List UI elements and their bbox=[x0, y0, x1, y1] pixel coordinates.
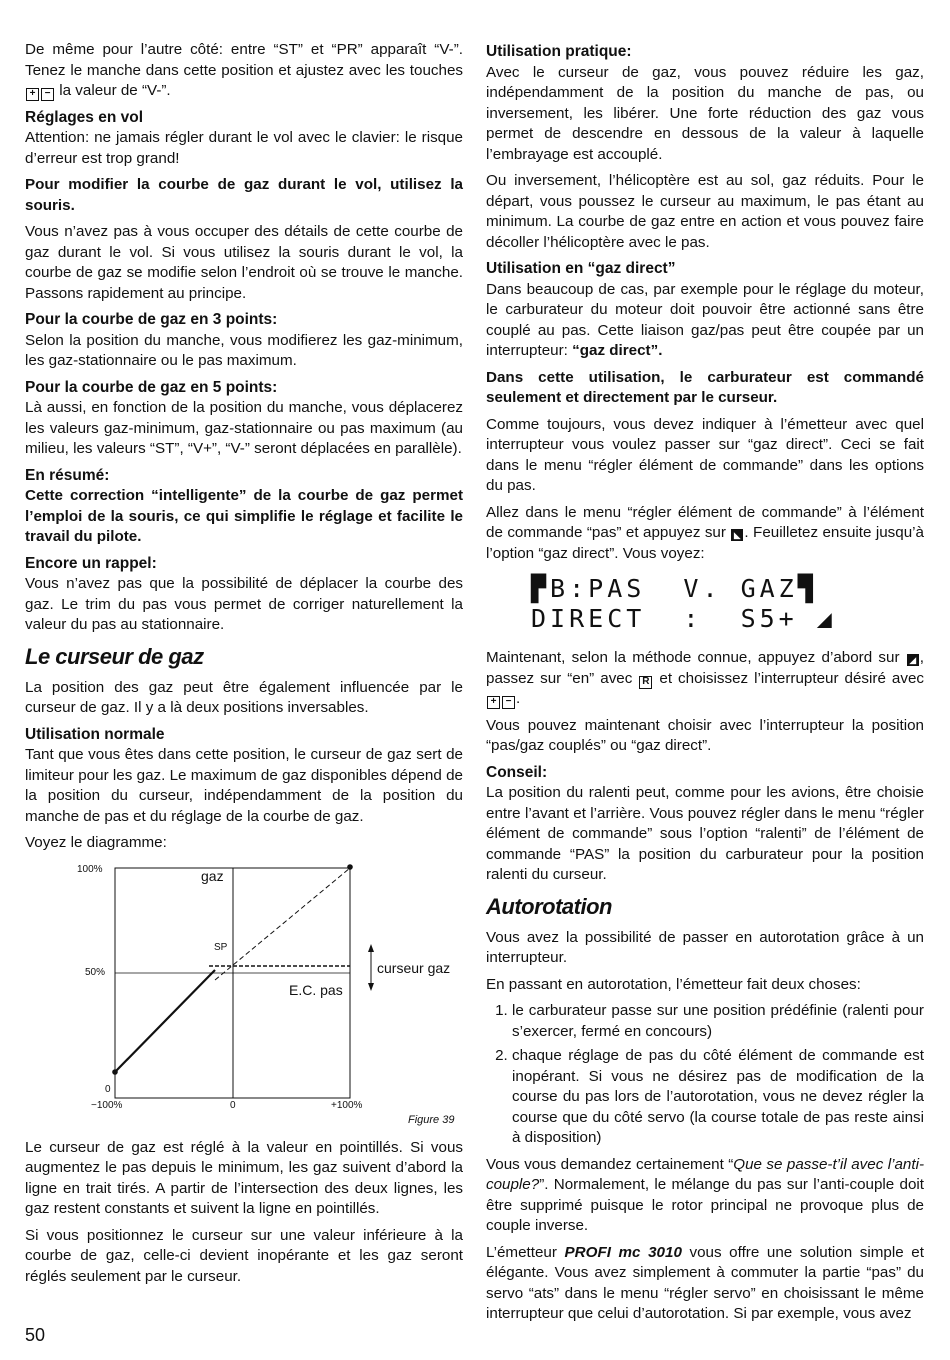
r-key-icon: R bbox=[639, 676, 652, 689]
paragraph: De même pour l’autre côté: entre “ST” et “PR” apparaît “V-”. Tenez le manche dans cette position et ajustez avec les touches + − la valeur de “V-”. bbox=[25, 41, 463, 99]
bold-paragraph: Cette correction “intelligente” de la courbe de gaz permet l’emploi de la souris, ce qui simplifie le réglage et facilite le travail du pilote. bbox=[25, 487, 463, 545]
paragraph: Maintenant, selon la méthode connue, appuyez d’abord sur ◢ , passez sur “en” avec R et choisissez l’interrupteur désiré avec + − . bbox=[486, 649, 924, 707]
paragraph: Allez dans le menu “régler élément de commande” à l’élément de commande “pas” et appuyez sur ◣ . Feuilletez ensuite jusqu’à l’option “gaz direct”. Vous voyez: bbox=[486, 503, 924, 562]
lcd-line-1: ▛B:PAS V. GAZ▜ bbox=[531, 574, 817, 603]
ec-pas-label: E.C. pas bbox=[289, 981, 343, 998]
curve-end-point bbox=[347, 864, 353, 870]
gaz-curve-solid bbox=[115, 970, 215, 1072]
paragraph: La position des gaz peut être également influencée par le curseur de gaz. Il y a là deux positions inversables. bbox=[25, 678, 463, 716]
bold-paragraph: Dans cette utilisation, le carburateur est commandé seulement et directement par le curseur. bbox=[486, 368, 924, 406]
heading-utilisation-pratique: Utilisation pratique: bbox=[486, 43, 632, 60]
paragraph: Si vous positionnez le curseur sur une valeur inférieure à la courbe de gaz, celle-ci devient inopérante et les gaz seront réglés seulement par le curseur. bbox=[25, 1226, 463, 1285]
page-number: 50 bbox=[25, 1325, 46, 1345]
curseur-gaz-label: curseur gaz bbox=[377, 959, 451, 976]
paragraph: En passant en autorotation, l’émetteur fait deux choses: bbox=[486, 975, 861, 993]
plus-key-icon: + bbox=[487, 696, 500, 709]
paragraph: La position du ralenti peut, comme pour les avions, être choisie entre l’avant et l’arrière. Vous pouvez régler dans le menu “régler élément de commande” sous l’option “ralenti” de l’élément de commande “PAS” la position du carburateur pour la position ralenti du curseur. bbox=[486, 784, 924, 883]
gaz-label: gaz bbox=[201, 867, 224, 884]
paragraph: Avec le curseur de gaz, vous pouvez réduire les gaz, indépendamment de la position du manche de pas, ou inversement, les libérer. Une forte réduction des gaz vous permet de descendre en dessous de la valeur à laquelle l’embrayage est accouplé. bbox=[486, 63, 924, 163]
heading-conseil: Conseil: bbox=[486, 763, 548, 781]
lcd-display bbox=[531, 574, 924, 634]
autorotation-list bbox=[486, 1001, 924, 1149]
heading-en-resume: En résumé: bbox=[25, 466, 110, 484]
heading-utilisation-normale: Utilisation normale bbox=[25, 725, 165, 743]
minus-key-icon: − bbox=[502, 696, 515, 709]
paragraph: Vous pouvez maintenant choisir avec l’interrupteur la position “pas/gaz couplés” ou “gaz direct”. bbox=[486, 716, 924, 754]
paragraph: Tant que vous êtes dans cette position, le curseur de gaz sert de limiteur pour les gaz. Le maximum de gaz disponibles dépend de la position du curseur, indépendamment de la position du manche de pas et du réglage de la courbe de gaz. bbox=[25, 746, 463, 825]
paragraph: Comme toujours, vous devez indiquer à l’émetteur avec quel interrupteur vous voulez passer sur “gaz direct”. Ceci se fait dans le menu “régler élément de commande” dans les options du pas. bbox=[486, 415, 924, 494]
y-axis-100-label: 100% bbox=[77, 863, 103, 875]
paragraph: L’émetteur PROFI mc 3010 vous offre une solution simple et élégante. Vous avez simplement à commuter la partie “pas” du servo “ats” dans le menu “régler servo” en choisissant le même interrupteur que celui d’autorotation. Si par exemple, vous avez bbox=[486, 1243, 924, 1322]
heading-courbe-3-points: Pour la courbe de gaz en 3 points: bbox=[25, 311, 278, 328]
right-column bbox=[486, 40, 924, 1331]
paragraph: Vous n’avez pas à vous occuper des détails de cette courbe de gaz durant le vol. Si vous utilisez la souris durant le vol, la courbe de gaz se modifie selon l’endroit où se trouve le manche. Passons rapidement au principe. bbox=[25, 223, 463, 302]
figure-caption: Figure 39 bbox=[408, 1113, 455, 1126]
paragraph: Vous avez la possibilité de passer en autorotation grâce à un interrupteur. bbox=[486, 928, 924, 966]
list-item: 1. le carburateur passe sur une position prédéfinie (ralenti pour s’exercer, fermé en concours) bbox=[512, 1001, 924, 1042]
paragraph: Vous n’avez pas que la possibilité de déplacer la courbe des gaz. Le trim du pas vous permet de corriger naturellement la valeur du pas au stationnaire. bbox=[25, 575, 463, 633]
curve-start-point bbox=[112, 1069, 118, 1075]
paragraph: Voyez le diagramme: bbox=[25, 834, 167, 851]
paragraph: Vous vous demandez certainement “Que se passe-t’il avec l’anti-couple?”. Normalement, le mélange du pas sur l’anti-couple doit être supprimé puisque le rotor principal ne provoque plus de couple inverse. bbox=[486, 1155, 924, 1234]
paragraph: Là aussi, en fonction de la position du manche, vous déplacerez les valeurs gaz-minimum, gaz-stationnaire ou pas maximum (au milieu, les valeurs “ST”, “V+”, “V-” seront déplacées en parallèle). bbox=[25, 399, 463, 457]
paragraph: Dans beaucoup de cas, par exemple pour le réglage du moteur, le carburateur du moteur doit pouvoir être actionné sans être couplé au pas. Cette liaison gaz/pas peut être coupée par un interrupteur: “gaz direct”. bbox=[486, 280, 924, 359]
enter-key-icon: ◢ bbox=[907, 654, 919, 666]
x-axis-0-label: 0 bbox=[230, 1099, 236, 1111]
diagram-svg bbox=[25, 860, 465, 1132]
gaz-curve-dashed bbox=[215, 868, 350, 980]
left-column bbox=[25, 40, 463, 1293]
heading-reglages-en-vol: Réglages en vol bbox=[25, 108, 144, 126]
minus-key-icon: − bbox=[41, 88, 54, 101]
bold-paragraph: Pour modifier la courbe de gaz durant le vol, utilisez la souris. bbox=[25, 176, 463, 214]
arrow-up-icon bbox=[368, 944, 374, 952]
sp-label: SP bbox=[214, 941, 228, 953]
heading-gaz-direct: Utilisation en “gaz direct” bbox=[486, 260, 676, 277]
section-title-autorotation: Autorotation bbox=[486, 893, 612, 919]
paragraph: Selon la position du manche, vous modifierez les gaz-minimum, les gaz-stationnaire ou le pas maximum. bbox=[25, 331, 463, 369]
y-axis-50-label: 50% bbox=[85, 966, 106, 978]
section-title-curseur-de-gaz: Le curseur de gaz bbox=[25, 643, 204, 669]
enter-key-icon: ◣ bbox=[731, 529, 743, 541]
heading-courbe-5-points: Pour la courbe de gaz en 5 points: bbox=[25, 378, 278, 396]
figure-39-diagram bbox=[25, 860, 465, 1132]
y-axis-0-label: 0 bbox=[105, 1083, 111, 1095]
paragraph: Ou inversement, l’hélicoptère est au sol, gaz réduits. Pour le départ, vous poussez le curseur au maximum, le pas étant au minimum. La courbe de gaz entre en action et vous pouvez faire décoller l’hélicoptère avec le pas. bbox=[486, 172, 924, 251]
list-item: 2. chaque réglage de pas du côté élément de commande est inopérant. Si vous ne désirez pas de modification de la course du pas lors de l’autorotation, vous ne devez régler la course que du côté servo (la course totale de pas reste ainsi à disposition) bbox=[512, 1046, 924, 1149]
x-axis-max-label: +100% bbox=[331, 1099, 363, 1111]
lcd-line-2: DIRECT : S5+ ◢ bbox=[531, 604, 836, 633]
paragraph: Le curseur de gaz est réglé à la valeur en pointillés. Si vous augmentez le pas depuis le minimum, les gaz suivent d’abord la ligne en trait tirés. A partir de l’intersection des deux lignes, les gaz restent constants et suivent la ligne en pointillés. bbox=[25, 1138, 463, 1217]
heading-encore-un-rappel: Encore un rappel: bbox=[25, 554, 157, 572]
plus-key-icon: + bbox=[26, 88, 39, 101]
paragraph: Attention: ne jamais régler durant le vol avec le clavier: le risque d’erreur est trop grand! bbox=[25, 129, 463, 167]
arrow-down-icon bbox=[368, 983, 374, 991]
x-axis-min-label: −100% bbox=[91, 1099, 123, 1111]
